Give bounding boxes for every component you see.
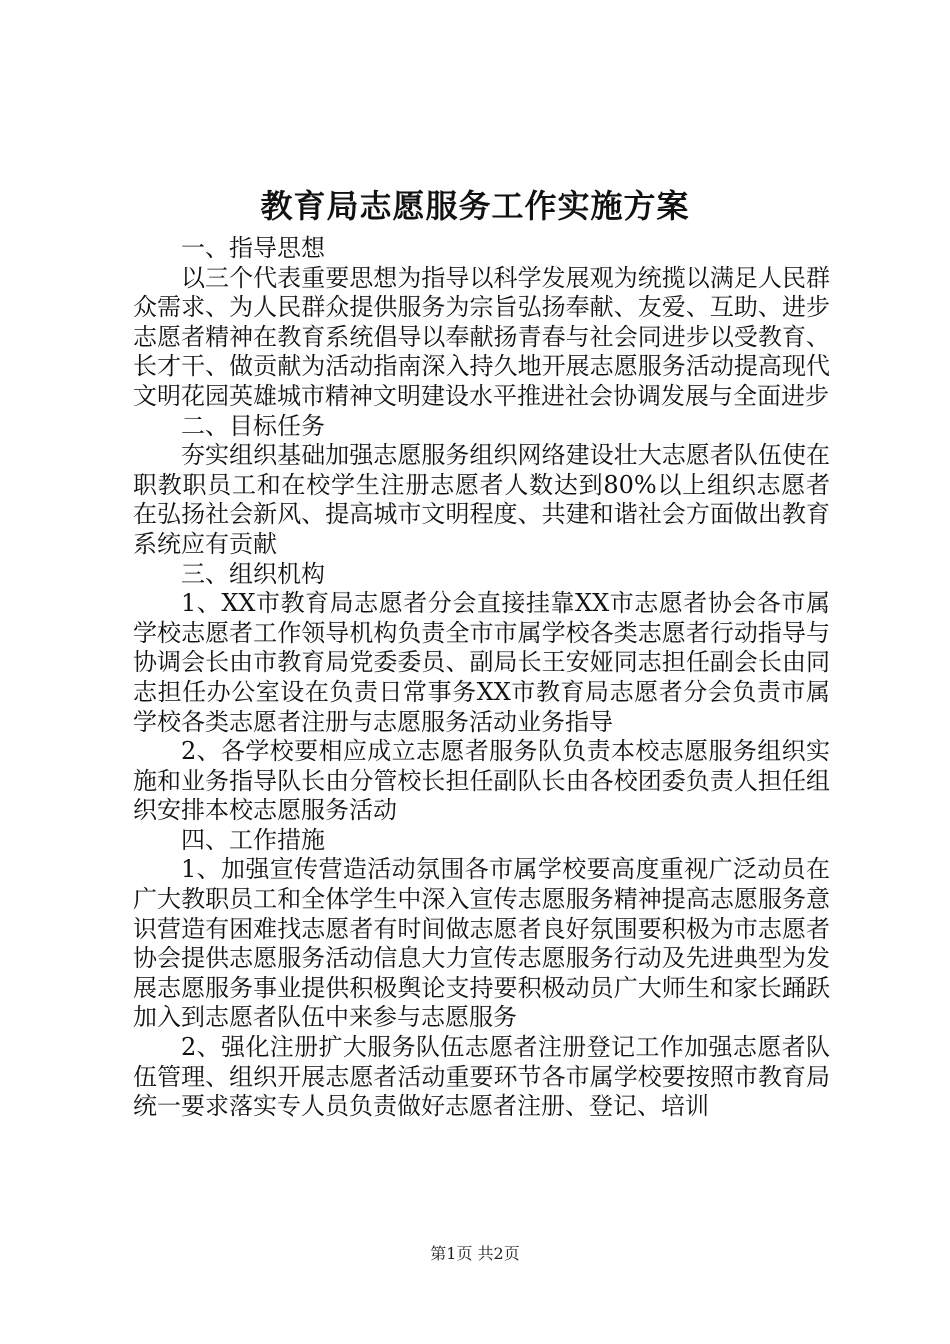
paragraph-organization-1: 1、XX市教育局志愿者分会直接挂靠XX市志愿者协会各市属学校志愿者工作领导机构负责全市市属学校各类志愿者行动指导与协调会长由市教育局党委委员、副局长王安娅同志担任副会长由同志担任办公室设在负责日常事务XX市教育局志愿者分会负责市属学校各类志愿者注册与志愿服务活动业务指导 <box>133 589 830 736</box>
document-body <box>133 234 830 1122</box>
paragraph-measures-2: 2、强化注册扩大服务队伍志愿者注册登记工作加强志愿者队伍管理、组织开展志愿者活动重要环节各市属学校要按照市教育局统一要求落实专人员负责做好志愿者注册、登记、培训 <box>133 1033 830 1121</box>
paragraph-guiding-ideology: 以三个代表重要思想为指导以科学发展观为统揽以满足人民群众需求、为人民群众提供服务为宗旨弘扬奉献、友爱、互助、进步志愿者精神在教育系统倡导以奉献扬青春与社会同进步以受教育、长才干、做贡献为活动指南深入持久地开展志愿服务活动提高现代文明花园英雄城市精神文明建设水平推进社会协调发展与全面进步 <box>133 263 830 410</box>
section-heading-measures: 四、工作措施 <box>181 825 325 854</box>
document-title: 教育局志愿服务工作实施方案 <box>260 187 690 225</box>
paragraph-measures-1: 1、加强宣传营造活动氛围各市属学校要高度重视广泛动员在广大教职员工和全体学生中深入宣传志愿服务精神提高志愿服务意识营造有困难找志愿者有时间做志愿者良好氛围要积极为市志愿者协会提供志愿服务活动信息大力宣传志愿服务行动及先进典型为发展志愿服务事业提供积极舆论支持要积极动员广大师生和家长踊跃加入到志愿者队伍中来参与志愿服务 <box>133 855 830 1032</box>
paragraph-organization-2: 2、各学校要相应成立志愿者服务队负责本校志愿服务组织实施和业务指导队长由分管校长担任副队长由各校团委负责人担任组织安排本校志愿服务活动 <box>133 737 830 825</box>
section-heading-guiding-ideology: 一、指导思想 <box>181 234 325 262</box>
section-heading-goals: 二、目标任务 <box>181 411 325 440</box>
page-footer: 第1页 共2页 <box>430 1244 520 1263</box>
paragraph-goals: 夯实组织基础加强志愿服务组织网络建设壮大志愿者队伍使在职教职员工和在校学生注册志愿者人数达到80%以上组织志愿者在弘扬社会新风、提高城市文明程度、共建和谐社会方面做出教育系统应有贡献 <box>133 441 830 558</box>
section-heading-organization: 三、组织机构 <box>181 559 325 588</box>
